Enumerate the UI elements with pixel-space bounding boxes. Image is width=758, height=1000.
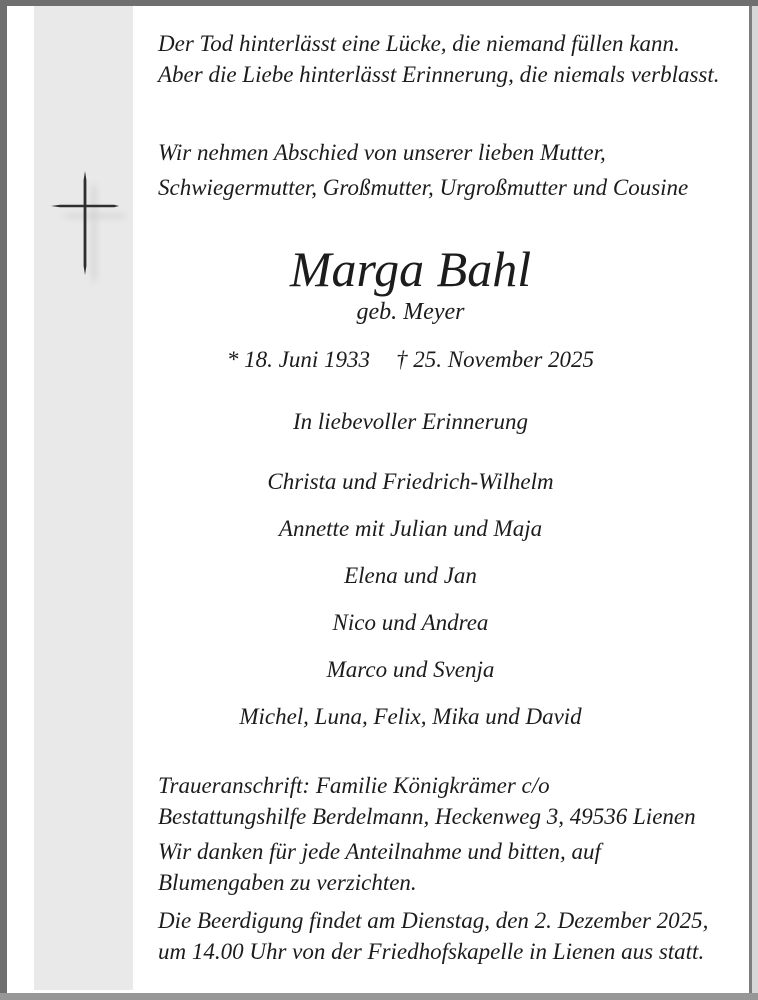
- farewell-line: Schwiegermutter, Großmutter, Urgroßmutter und Cousine: [158, 175, 689, 200]
- thanks-paragraph: [158, 836, 601, 898]
- maiden-name: geb. Meyer: [356, 299, 465, 325]
- life-dates: [158, 345, 663, 375]
- cross-icon: [40, 160, 150, 310]
- mourner-line: Christa und Friedrich-Wilhelm: [267, 469, 554, 494]
- funeral-line: um 14.00 Uhr von der Friedhofskapelle in Lienen aus statt.: [158, 939, 705, 964]
- death-date: † 25. November 2025: [396, 347, 595, 372]
- epitaph-line: Der Tod hinterlässt eine Lücke, die niemand füllen kann.: [158, 31, 680, 56]
- farewell-paragraph: [158, 135, 688, 205]
- thanks-line: Blumengaben zu verzichten.: [158, 870, 417, 895]
- thanks-line: Wir danken für jede Anteilnahme und bitten, auf: [158, 839, 601, 864]
- frame-right-outer-border: [752, 6, 758, 1000]
- farewell-line: Wir nehmen Abschied von unserer lieben Mutter,: [158, 140, 606, 165]
- frame-right-border: [749, 6, 752, 1000]
- side-strip: [34, 6, 133, 990]
- address-line: Traueranschrift: Familie Königkrämer c/o: [158, 773, 550, 798]
- frame-bottom-border: [0, 993, 758, 1000]
- mourning-address: [158, 770, 696, 832]
- memoriam-title: In liebevoller Erinnerung: [292, 409, 529, 434]
- epitaph: [158, 28, 720, 90]
- mourner-line: Elena und Jan: [344, 563, 477, 588]
- deceased-name-block: [158, 243, 663, 295]
- birth-date: * 18. Juni 1933: [226, 347, 371, 372]
- mourner-line: Nico und Andrea: [332, 610, 489, 635]
- frame-left-border: [0, 0, 7, 1000]
- mourner-line: Marco und Svenja: [326, 657, 495, 682]
- funeral-info: [158, 905, 708, 967]
- mourner-line: Annette mit Julian und Maja: [278, 516, 543, 541]
- mourners-list: [158, 458, 663, 740]
- address-line: Bestattungshilfe Berdelmann, Heckenweg 3, 49536 Lienen: [158, 804, 696, 829]
- epitaph-line: Aber die Liebe hinterlässt Erinnerung, die niemals verblasst.: [158, 62, 720, 87]
- deceased-name: Marga Bahl: [289, 241, 532, 297]
- funeral-line: Die Beerdigung findet am Dienstag, den 2. Dezember 2025,: [158, 908, 709, 933]
- mourner-line: Michel, Luna, Felix, Mika und David: [239, 704, 582, 729]
